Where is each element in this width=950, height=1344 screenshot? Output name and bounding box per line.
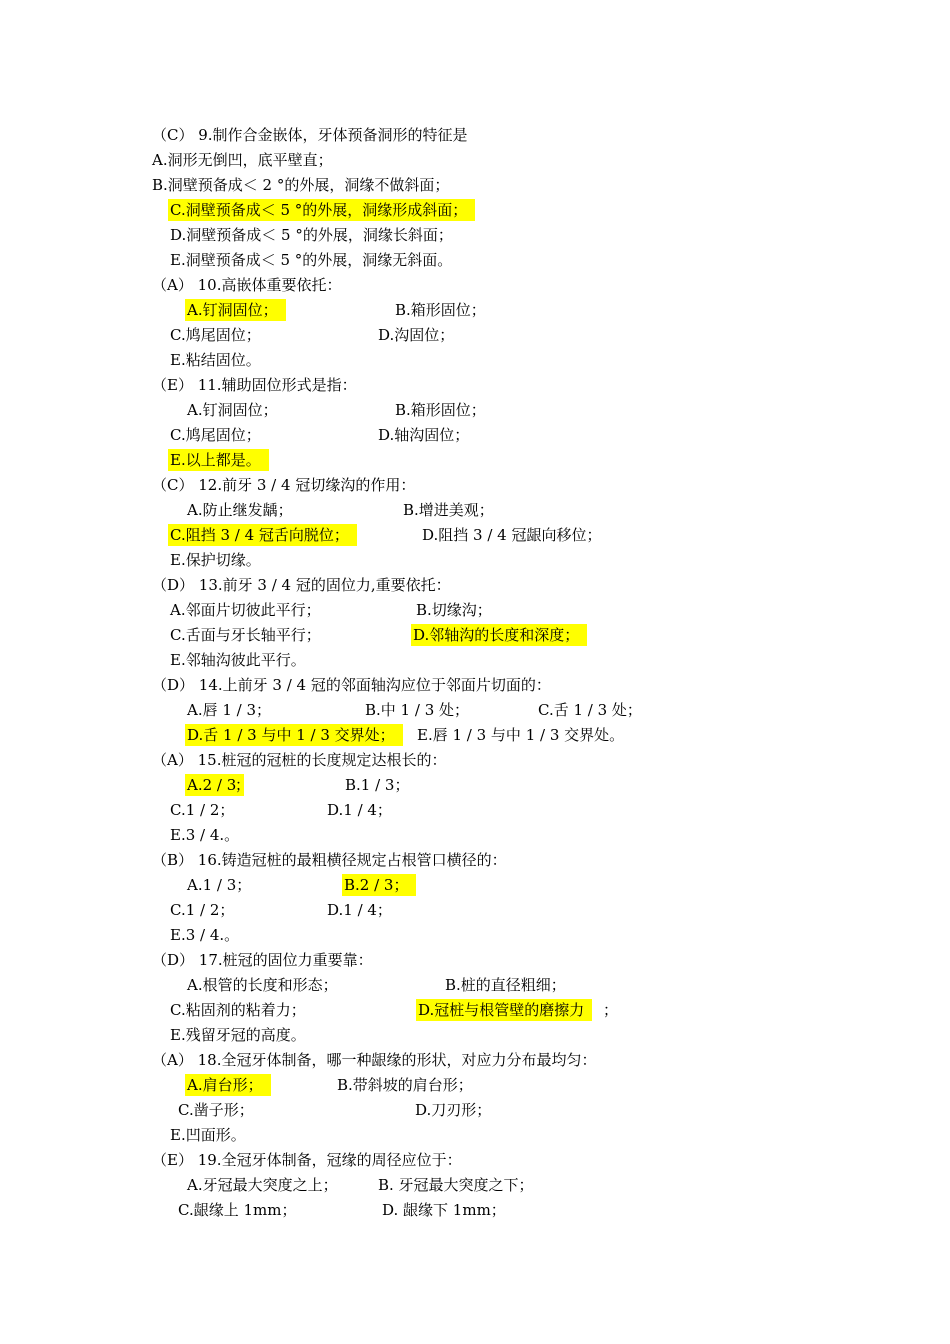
- line-text: B.箱形固位；: [395, 401, 486, 419]
- text-line: [0, 174, 950, 196]
- text-line: [0, 599, 950, 621]
- line-text: （A） 15.桩冠的冠桩的长度规定达根长的：: [152, 751, 447, 769]
- text-line: [0, 124, 950, 146]
- text-line: [0, 449, 950, 471]
- text-line: [0, 1024, 950, 1046]
- line-text: B.桩的直径粗细；: [445, 976, 566, 994]
- text-line: [0, 824, 950, 846]
- text-line: [0, 874, 950, 896]
- line-text: C.舌面与牙长轴平行；: [170, 626, 321, 644]
- line-text: A.钉洞固位；: [187, 401, 278, 419]
- line-text: D.1 / 4；: [327, 801, 392, 819]
- line-text: A.唇 1 / 3；: [187, 701, 272, 719]
- text-line: [0, 1074, 950, 1096]
- text-line: [0, 899, 950, 921]
- highlighted-answer-text: A.钉洞固位；: [185, 299, 286, 321]
- line-text: （D） 14.上前牙 3 / 4 冠的邻面轴沟应位于邻面片切面的：: [152, 676, 551, 694]
- line-text: C.鸠尾固位；: [170, 326, 261, 344]
- text-line: [0, 274, 950, 296]
- line-text: ；: [235, 776, 251, 794]
- text-line: [0, 1049, 950, 1071]
- line-text: D.阻挡 3 / 4 冠龈向移位；: [422, 526, 602, 544]
- line-text: B.1 / 3；: [345, 776, 410, 794]
- line-text: A.防止继发龋；: [187, 501, 293, 519]
- line-text: B.中 1 / 3 处；: [365, 701, 470, 719]
- text-line: [0, 149, 950, 171]
- highlighted-answer-text: A.2 / 3: [185, 774, 244, 796]
- line-text: E.3 / 4.。: [170, 926, 240, 944]
- line-text: D.洞壁预备成＜ 5 °的外展，洞缘长斜面；: [170, 226, 453, 244]
- text-line: [0, 1099, 950, 1121]
- text-line: [0, 974, 950, 996]
- line-text: E.洞壁预备成＜ 5 °的外展，洞缘无斜面。: [170, 251, 453, 269]
- line-text: B.增进美观；: [403, 501, 494, 519]
- text-line: [0, 1174, 950, 1196]
- text-line: [0, 799, 950, 821]
- line-text: （D） 13.前牙 3 / 4 冠的固位力,重要依托：: [152, 576, 451, 594]
- text-line: [0, 624, 950, 646]
- line-text: （A） 10.高嵌体重要依托：: [152, 276, 342, 294]
- line-text: （B） 16.铸造冠桩的最粗横径规定占根管口横径的：: [152, 851, 507, 869]
- line-text: （C） 12.前牙 3 / 4 冠切缘沟的作用：: [152, 476, 416, 494]
- line-text: （A） 18.全冠牙体制备，哪一种龈缘的形状，对应力分布最均匀：: [152, 1051, 597, 1069]
- line-text: D.轴沟固位；: [378, 426, 470, 444]
- text-line: [0, 499, 950, 521]
- highlighted-answer-text: C.洞壁预备成＜ 5 °的外展，洞缘形成斜面；: [168, 199, 475, 221]
- line-text: B. 牙冠最大突度之下；: [378, 1176, 534, 1194]
- line-text: ；: [603, 1001, 619, 1019]
- highlighted-answer-text: B.2 / 3；: [342, 874, 416, 896]
- line-text: D. 龈缘下 1mm；: [382, 1201, 506, 1219]
- text-line: [0, 949, 950, 971]
- line-text: E.唇 1 / 3 与中 1 / 3 交界处。: [417, 726, 625, 744]
- line-text: E.残留牙冠的高度。: [170, 1026, 306, 1044]
- line-text: B.带斜坡的肩台形；: [337, 1076, 473, 1094]
- text-line: [0, 774, 950, 796]
- text-line: [0, 574, 950, 596]
- text-line: [0, 849, 950, 871]
- highlighted-answer-text: C.阻挡 3 / 4 冠舌向脱位；: [168, 524, 357, 546]
- line-text: C.凿子形；: [178, 1101, 254, 1119]
- line-text: D.沟固位；: [378, 326, 455, 344]
- line-text: （E） 11.辅助固位形式是指：: [152, 376, 357, 394]
- text-line: [0, 199, 950, 221]
- text-line: [0, 924, 950, 946]
- line-text: B.洞壁预备成＜ 2 °的外展，洞缘不做斜面；: [152, 176, 450, 194]
- text-line: [0, 374, 950, 396]
- line-text: A.1 / 3；: [187, 876, 252, 894]
- line-text: A.邻面片切彼此平行；: [170, 601, 321, 619]
- text-line: [0, 424, 950, 446]
- line-text: E.粘结固位。: [170, 351, 261, 369]
- text-line: [0, 399, 950, 421]
- text-line: [0, 224, 950, 246]
- line-text: C.粘固剂的粘着力；: [170, 1001, 306, 1019]
- text-line: [0, 299, 950, 321]
- text-line: [0, 349, 950, 371]
- line-text: C.舌 1 / 3 处；: [538, 701, 642, 719]
- line-text: C.1 / 2；: [170, 801, 235, 819]
- line-text: C.龈缘上 1mm；: [178, 1201, 297, 1219]
- text-line: [0, 1124, 950, 1146]
- highlighted-answer-text: D.舌 1 / 3 与中 1 / 3 交界处；: [185, 724, 403, 746]
- text-line: [0, 549, 950, 571]
- text-line: [0, 324, 950, 346]
- text-line: [0, 1199, 950, 1221]
- line-text: E.凹面形。: [170, 1126, 246, 1144]
- line-text: B.切缘沟；: [416, 601, 492, 619]
- highlighted-answer-text: E.以上都是。: [168, 449, 269, 471]
- text-line: [0, 724, 950, 746]
- line-text: （E） 19.全冠牙体制备，冠缘的周径应位于：: [152, 1151, 462, 1169]
- text-line: [0, 699, 950, 721]
- line-text: E.3 / 4.。: [170, 826, 240, 844]
- line-text: A.洞形无倒凹，底平壁直；: [152, 151, 333, 169]
- line-text: E.邻轴沟彼此平行。: [170, 651, 306, 669]
- text-line: [0, 1149, 950, 1171]
- text-line: [0, 649, 950, 671]
- highlighted-answer-text: A.肩台形；: [185, 1074, 271, 1096]
- line-text: （C） 9.制作合金嵌体，牙体预备洞形的特征是: [152, 126, 468, 144]
- line-text: A.牙冠最大突度之上；: [187, 1176, 338, 1194]
- line-text: B.箱形固位；: [395, 301, 486, 319]
- text-line: [0, 999, 950, 1021]
- line-text: （D） 17.桩冠的固位力重要靠：: [152, 951, 373, 969]
- text-line: [0, 474, 950, 496]
- line-text: D.刀刃形；: [415, 1101, 492, 1119]
- line-text: D.1 / 4；: [327, 901, 392, 919]
- line-text: C.鸠尾固位；: [170, 426, 261, 444]
- highlighted-answer-text: D.冠桩与根管壁的磨擦力: [416, 999, 592, 1021]
- text-line: [0, 524, 950, 546]
- text-line: [0, 674, 950, 696]
- line-text: E.保护切缘。: [170, 551, 261, 569]
- line-text: A.根管的长度和形态；: [187, 976, 338, 994]
- text-line: [0, 249, 950, 271]
- line-text: C.1 / 2；: [170, 901, 235, 919]
- text-line: [0, 749, 950, 771]
- highlighted-answer-text: D.邻轴沟的长度和深度；: [411, 624, 587, 646]
